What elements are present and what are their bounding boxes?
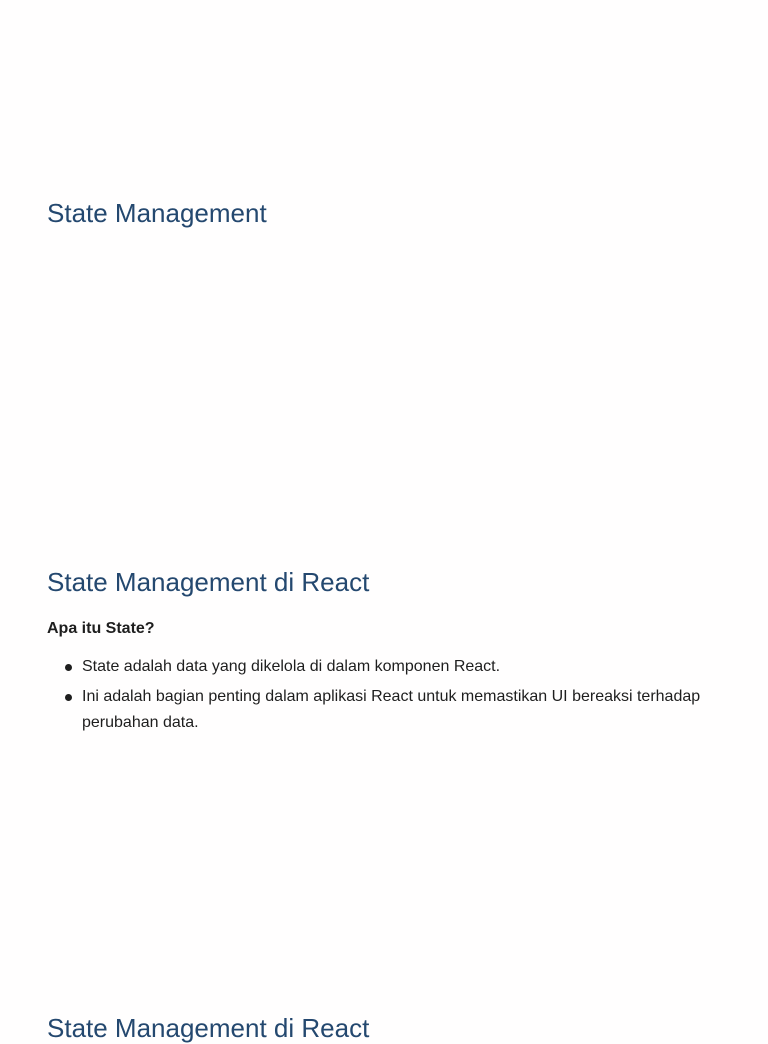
bullet-item [82,654,702,680]
slide-1-title: State Management [47,198,267,228]
bullet-icon [65,664,72,671]
slide-3-title: State Management di React [47,1013,370,1043]
bullet-icon [65,694,72,701]
slide-2-subheading: Apa itu State? [47,620,155,637]
bullet-text: State adalah data yang dikelola di dalam komponen React. [82,658,501,675]
slide-2-title: State Management di React [47,567,370,597]
slide-2-bullet-list [82,654,702,740]
bullet-text: Ini adalah bagian penting dalam aplikasi React untuk memastikan UI bereaksi terhadap perubahan data. [82,688,701,731]
bullet-item [82,684,702,736]
